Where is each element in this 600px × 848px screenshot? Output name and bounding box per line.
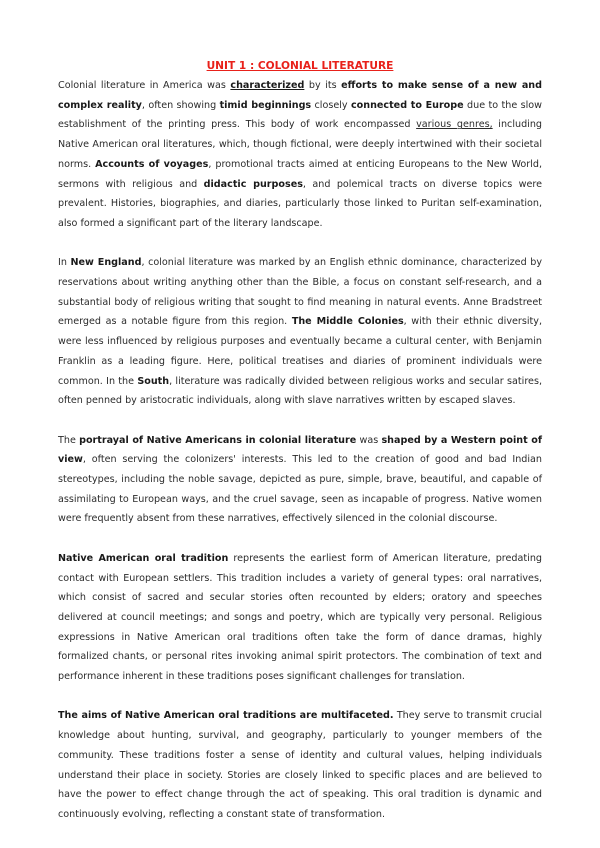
document-page: [58, 58, 542, 844]
bold-text: Native American oral tradition: [58, 552, 229, 564]
paragraph-aims: The aims of Native American oral traditions are multifaceted. They serve to transmit crucial knowledge about hunting, survival, and geography, particularly to younger members of the community. These traditions foster a sense of identity and cultural values, helping individuals understand their place in society. Stories are closely linked to specific places and are believed to have the power to effect change through the act of speaking. This oral tradition is dynamic and continuously evolving, reflecting a constant state of transformation.: [58, 710, 542, 820]
bold-new-england: New England: [70, 257, 142, 269]
bold-text: The aims of Native American oral traditions are multifaceted.: [58, 710, 394, 722]
paragraph-portrayal: The portrayal of Native Americans in colonial literature was shaped by a Western point of view, often serving the colonizers' interests. This led to the creation of good and bad Indian stereotypes, including the noble savage, depicted as pure, simple, brave, beautiful, and capable of assimilating to European ways, and the cruel savage, seen as incapable of progress. Native women were frequently absent from these narratives, effectively silenced in the colonial discourse.: [58, 434, 543, 525]
paragraph-regions: In New England, colonial literature was marked by an English ethnic dominance, characterized by reservations about writing anything other than the Bible, a focus on constant self-research, and a substantial body of religious writing that sought to find meaning in natural events. Anne Bradstreet emerged as a notable figure from this region. The Middle Colonies, with their ethnic diversity, were less influenced by religious purposes and eventually became a cultural center, with Benjamin Franklin as a leading figure. Here, political treatises and diaries of prominent individuals were common. In the South, literature was radically divided between religious works and secular satires, often penned by aristocratic individuals, along with slave narratives written by escaped slaves.: [58, 257, 543, 407]
underlined-various-genres: various genres,: [416, 119, 493, 131]
bold-south: South: [137, 375, 170, 387]
paragraph-oral-tradition: Native American oral tradition represents the earliest form of American literature, predating contact with European settlers. This tradition includes a variety of general types: oral narratives, which consist of sacred and secular stories often recounted by elders; oratory and speeches delivered at council meetings; and songs and poetry, which are typically very personal. Religious expressions in Native American oral traditions often take the form of dance dramas, highly formalized chants, or personal rites invoking animal spirit protectors. The combination of text and performance inherent in these traditions poses significant challenges for translation.: [58, 552, 542, 683]
paragraph-colonial-literature: Colonial literature in America was characterized by its efforts to make sense of a new and complex reality, often showing timid beginnings closely connected to Europe due to the slow establishment of the printing press. This body of work encompassed various genres, including Native American oral literatures, which, though fictional, were deeply intertwined with their societal norms. Accounts of voyages, promotional tracts aimed at enticing Europeans to the New World, sermons with religious and didactic purposes, and polemical tracts on diverse topics were prevalent. Histories, biographies, and diaries, particularly those linked to Puritan self-examination, also formed a significant part of the literary landscape.: [58, 80, 542, 229]
bold-text: efforts to make sense of a new and complex reality: [58, 80, 542, 111]
bold-text: timid beginnings: [219, 99, 312, 111]
bold-text: didactic purposes: [203, 178, 303, 190]
bold-text: Accounts of voyages: [95, 158, 209, 170]
bold-text: portrayal of Native Americans in colonial literature: [79, 434, 357, 446]
bold-middle-colonies: The Middle Colonies: [291, 316, 404, 328]
page-title: UNIT 1 : COLONIAL LITERATURE: [206, 60, 394, 72]
bold-text: connected to Europe: [350, 99, 464, 111]
bold-characterized: characterized: [230, 80, 305, 91]
bold-text: shaped by a Western point of view: [58, 434, 543, 466]
